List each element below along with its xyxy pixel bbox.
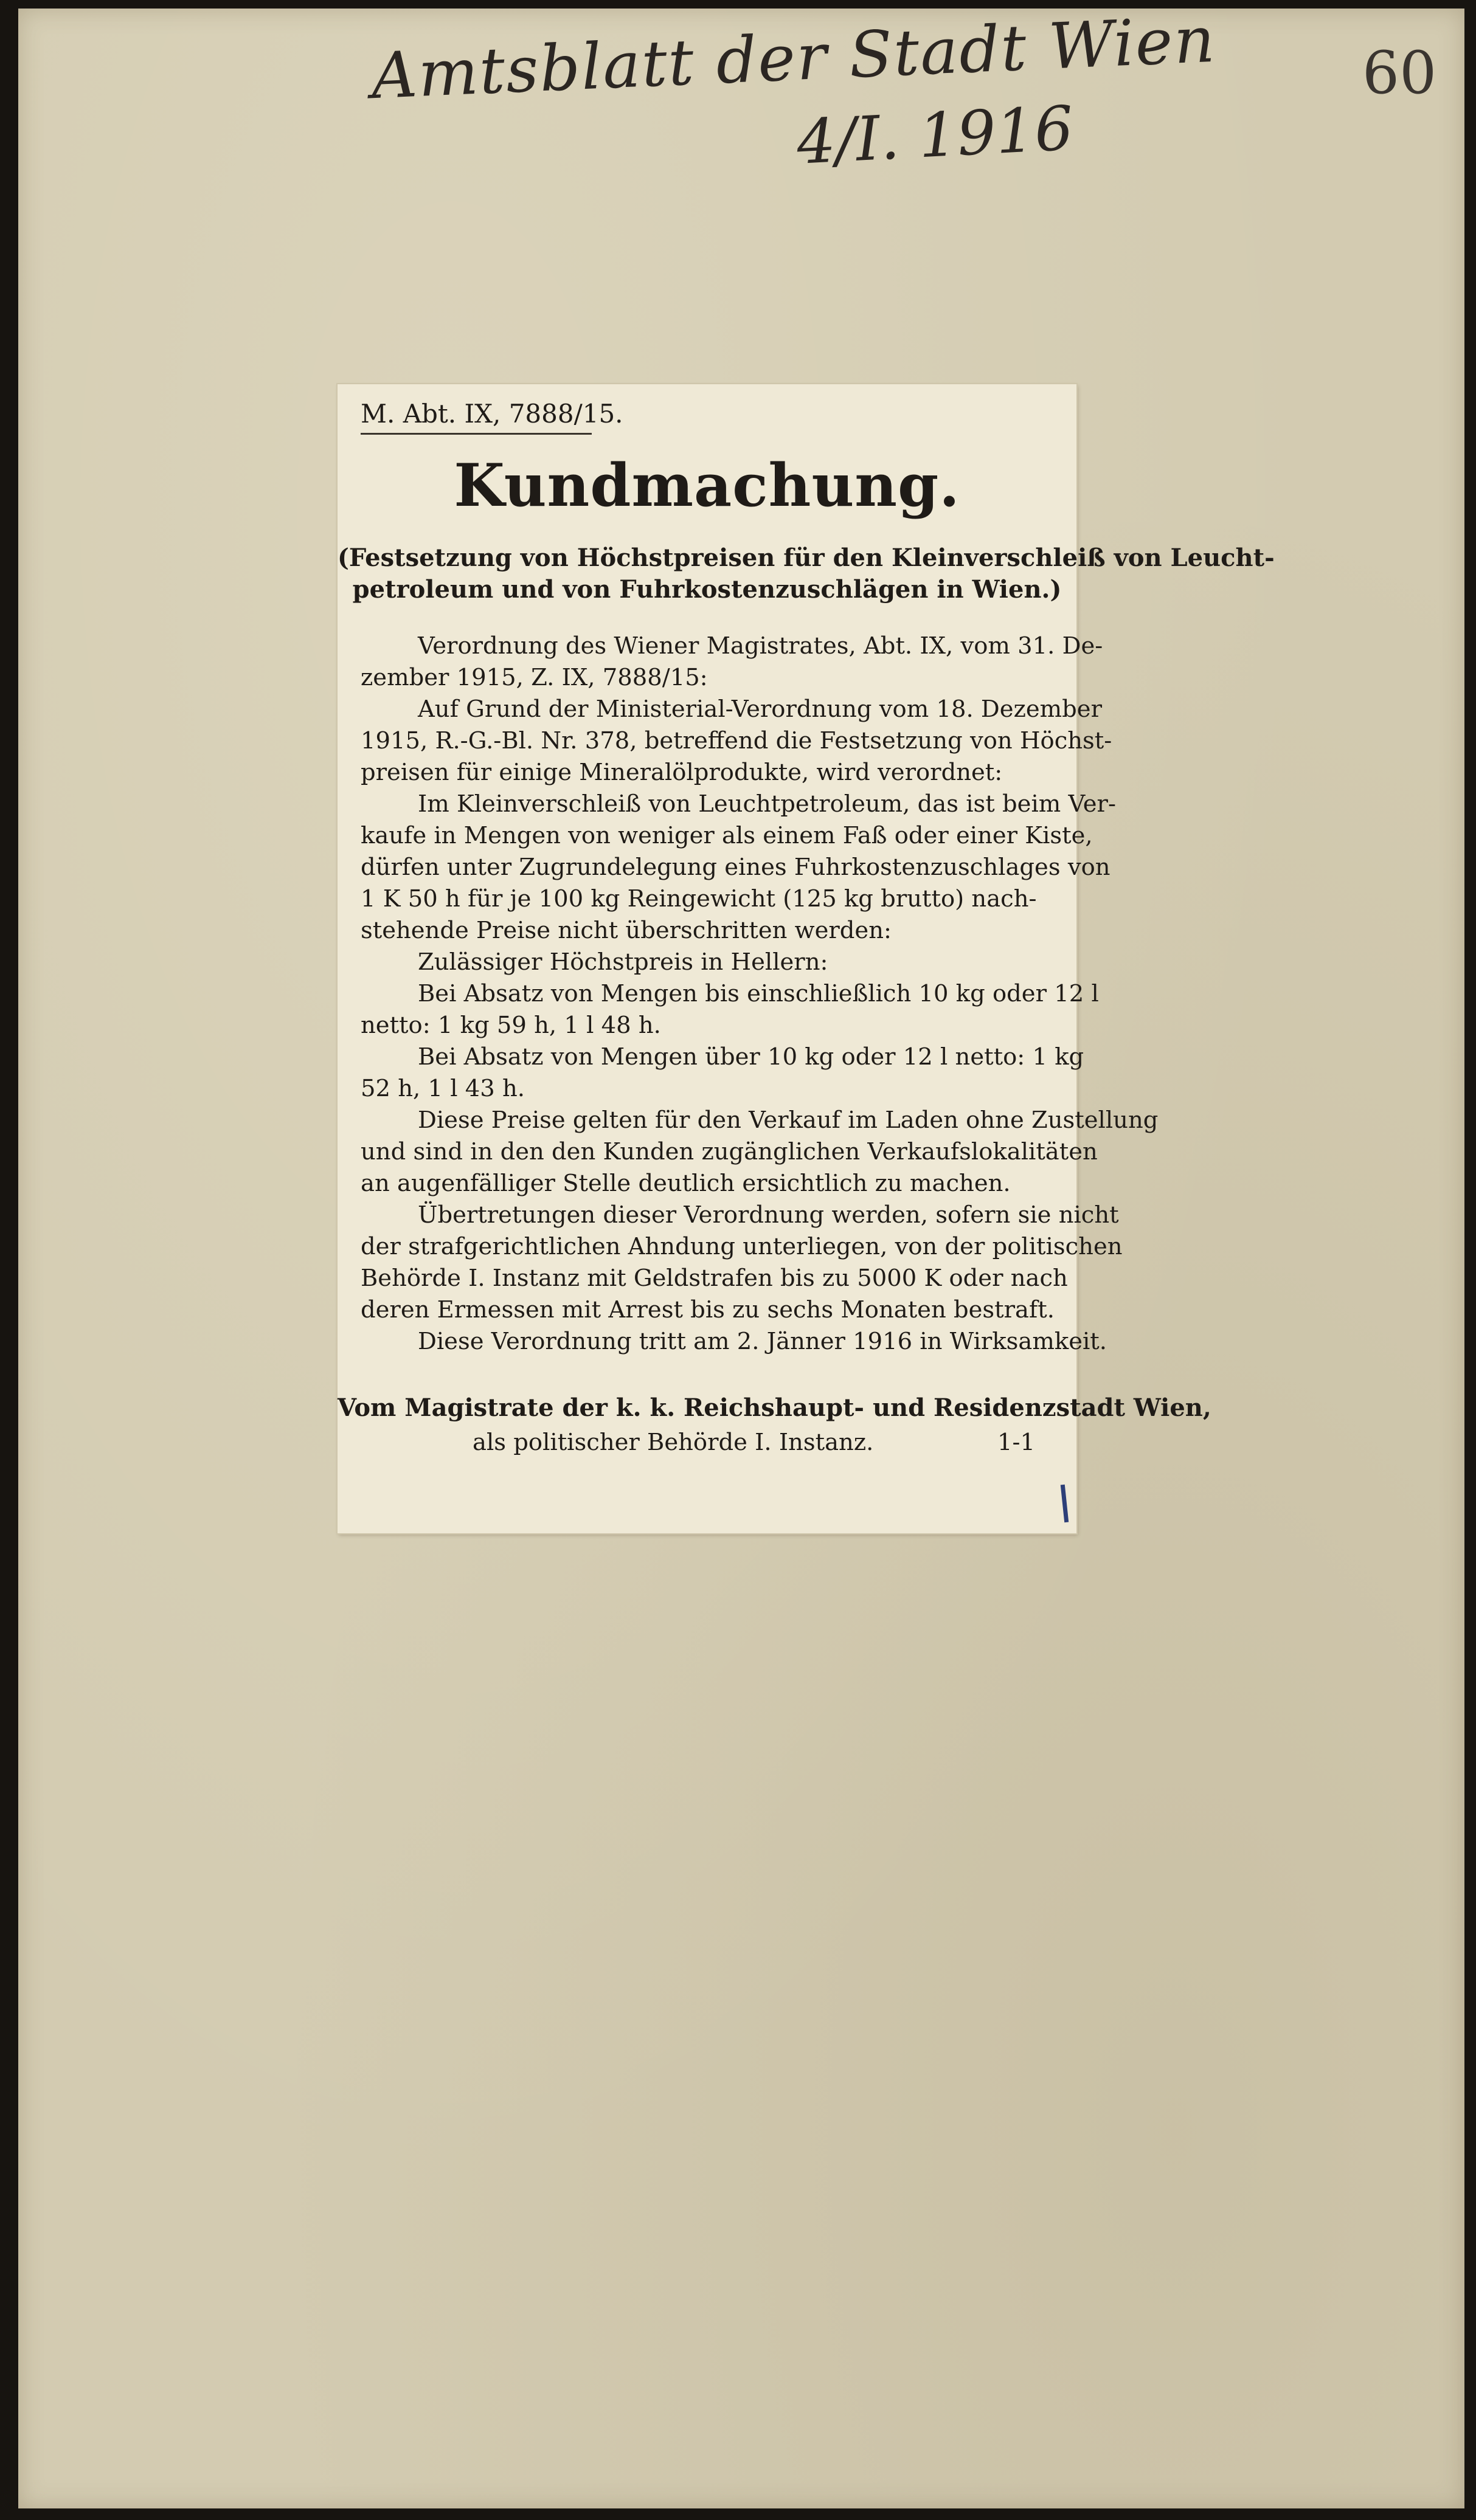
body-line: Verordnung des Wiener Magistrates, Abt. IX, vom 31. De- — [418, 632, 1103, 660]
issuing-authority: Vom Magistrate der k. k. Reichshaupt- und Residenzstadt Wien, — [338, 1393, 1211, 1422]
ink-mark — [1061, 1485, 1069, 1522]
body-line: Bei Absatz von Mengen über 10 kg oder 12 l netto: 1 kg — [418, 1043, 1084, 1071]
body-line: deren Ermessen mit Arrest bis zu sechs Monaten bestraft. — [361, 1296, 1055, 1324]
handwritten-page-number: 60 — [1362, 39, 1437, 107]
body-line: kaufe in Mengen von weniger als einem Faß oder einer Kiste, — [361, 822, 1093, 849]
reference-underline — [361, 433, 592, 435]
body-line: Diese Verordnung tritt am 2. Jänner 1916 in Wirksamkeit. — [418, 1328, 1107, 1355]
subtitle-line: petroleum und von Fuhrkostenzuschlägen in Wien.) — [352, 575, 1062, 604]
body-line: Zulässiger Höchstpreis in Hellern: — [418, 948, 828, 976]
body-line: Bei Absatz von Mengen bis einschließlich 10 kg oder 12 l — [418, 980, 1099, 1007]
body-line: netto: 1 kg 59 h, 1 l 48 h. — [361, 1012, 661, 1039]
authority-line: als politischer Behörde I. Instanz. — [473, 1429, 874, 1456]
body-line: Im Kleinverschleiß von Leuchtpetroleum, das ist beim Ver- — [418, 790, 1116, 818]
body-line: Behörde I. Instanz mit Geldstrafen bis zu 5000 K oder nach — [361, 1265, 1068, 1292]
body-line: 1915, R.-G.-Bl. Nr. 378, betreffend die Festsetzung von Höchst- — [361, 727, 1112, 754]
body-line: preisen für einige Mineralölprodukte, wird verordnet: — [361, 759, 1003, 786]
subtitle-line: (Festsetzung von Höchstpreisen für den Kleinverschleiß von Leucht- — [338, 544, 1275, 572]
body-line: Auf Grund der Ministerial-Verordnung vom 18. Dezember — [418, 696, 1102, 723]
body-line: der strafgerichtlichen Ahndung unterliegen, von der politischen — [361, 1233, 1123, 1260]
newspaper-clipping — [338, 384, 1275, 1533]
reference-number: M. Abt. IX, 7888/15. — [361, 399, 623, 429]
body-line: Übertretungen dieser Verordnung werden, sofern sie nicht — [418, 1201, 1119, 1229]
handwritten-source-title: Amtsblatt der Stadt Wien — [370, 2, 1218, 114]
announcement-title: Kundmachung. — [454, 451, 960, 520]
handwritten-date: 4/I. 1916 — [795, 92, 1075, 178]
body-line: 1 K 50 h für je 100 kg Reingewicht (125 kg brutto) nach- — [361, 885, 1037, 913]
body-line: dürfen unter Zugrundelegung eines Fuhrkostenzuschlages von — [361, 854, 1110, 881]
print-code: 1-1 — [997, 1429, 1035, 1456]
body-line: 52 h, 1 l 43 h. — [361, 1075, 525, 1102]
body-line: zember 1915, Z. IX, 7888/15: — [361, 664, 708, 691]
body-line: Diese Preise gelten für den Verkauf im Laden ohne Zustellung — [418, 1106, 1159, 1134]
body-line: stehende Preise nicht überschritten werden: — [361, 917, 892, 944]
body-line: an augenfälliger Stelle deutlich ersichtlich zu machen. — [361, 1170, 1011, 1197]
body-line: und sind in den den Kunden zugänglichen Verkaufslokalitäten — [361, 1138, 1098, 1165]
